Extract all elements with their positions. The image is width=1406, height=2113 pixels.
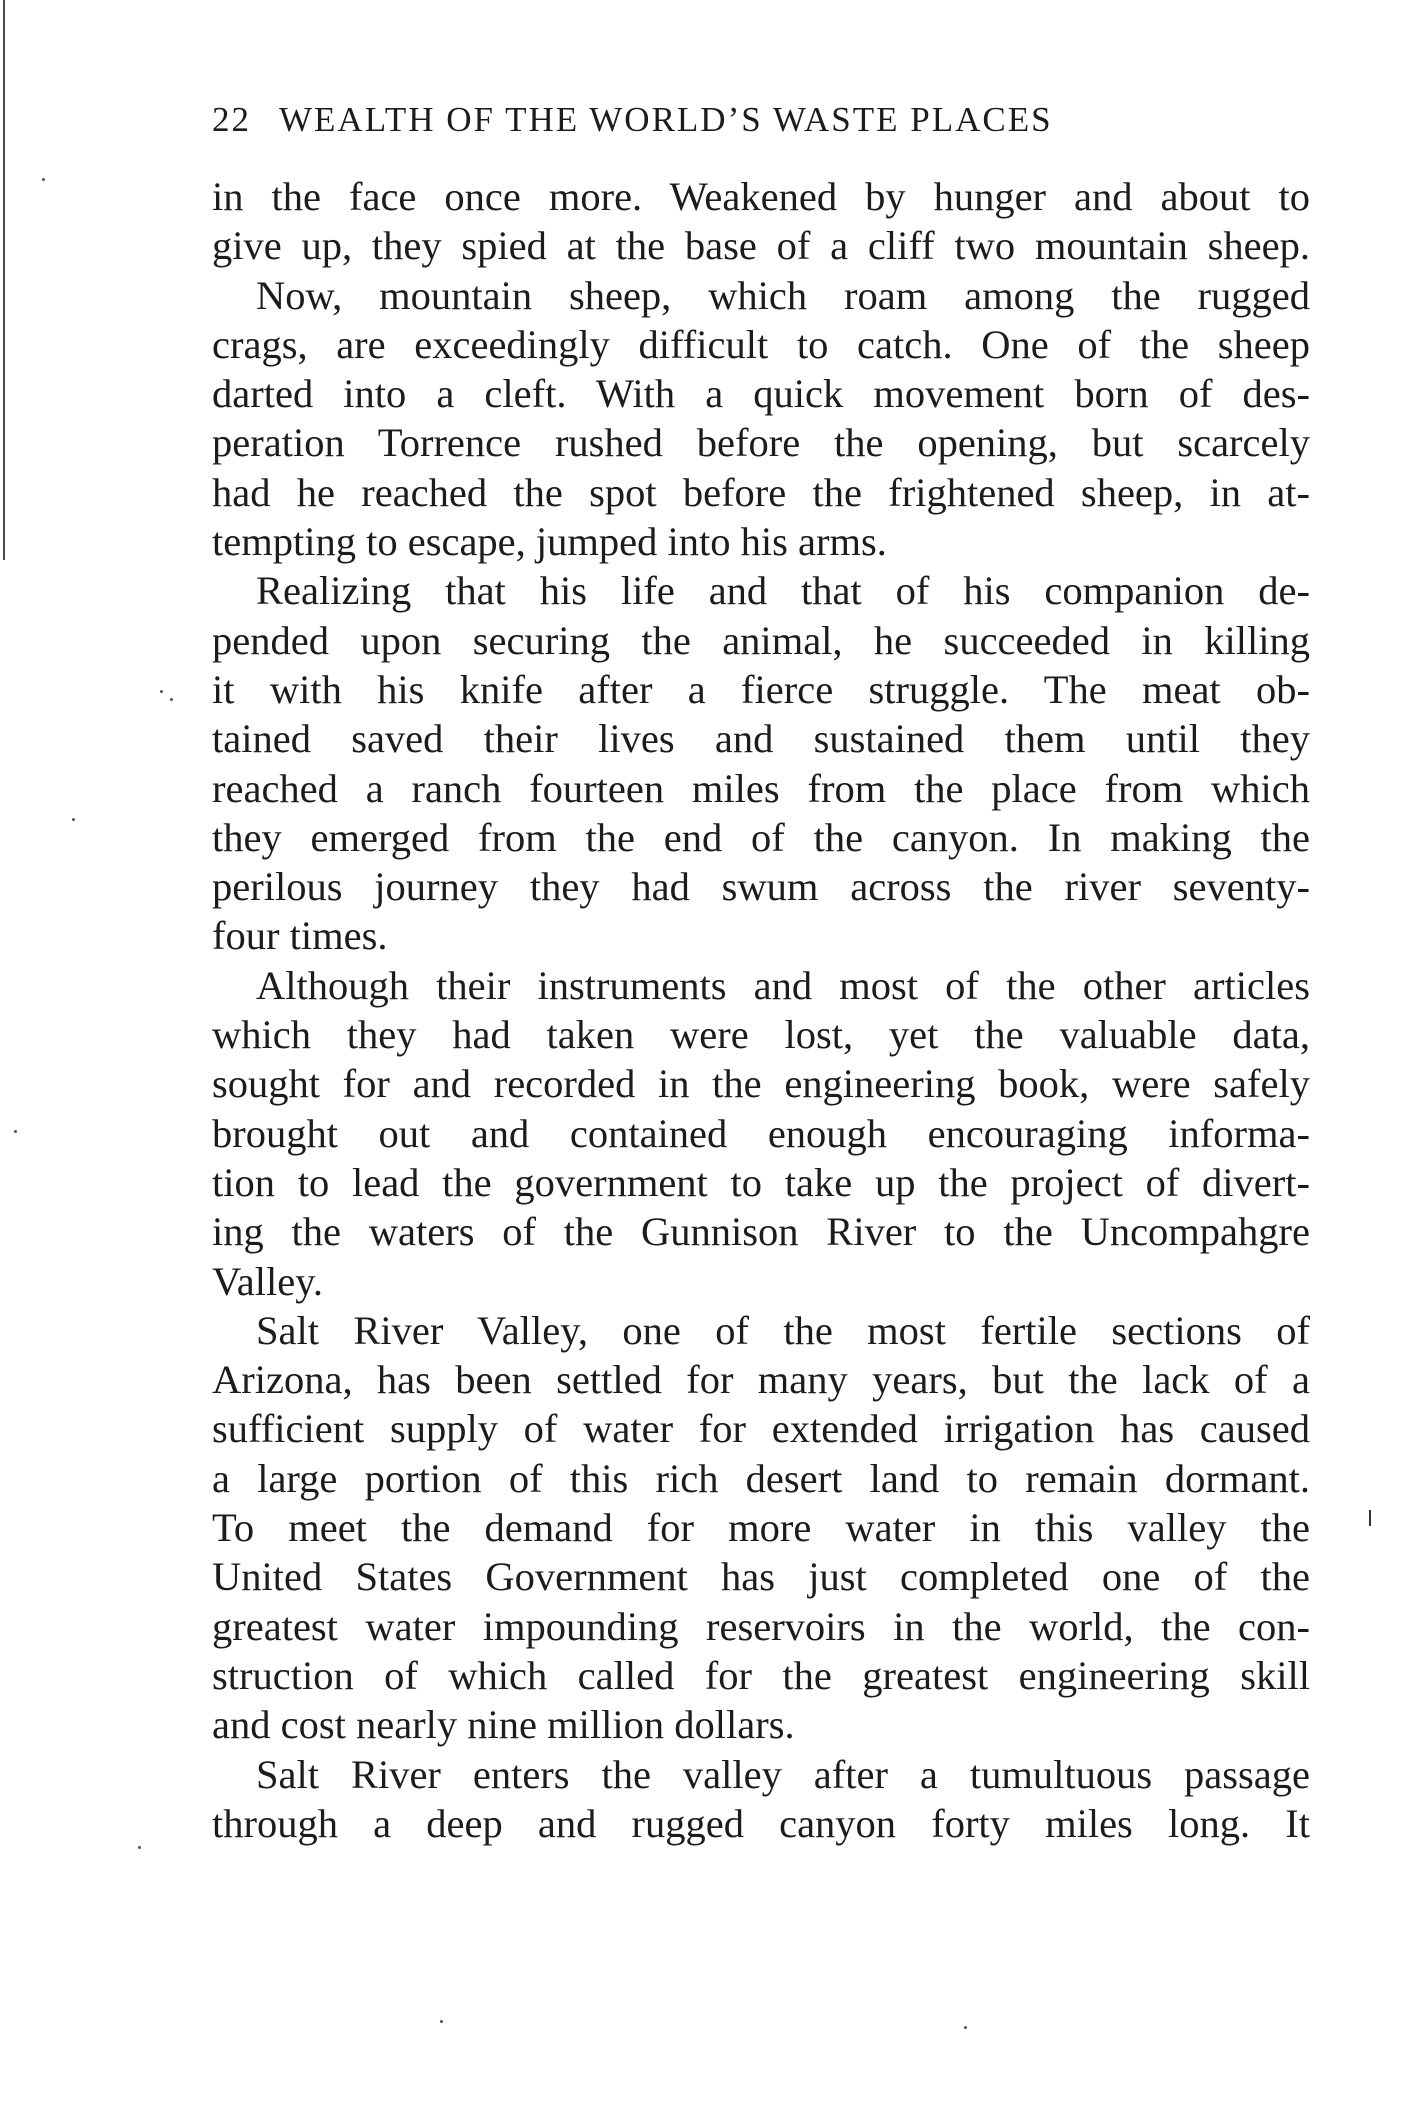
scan-speck (42, 178, 45, 181)
text-line: which they had taken were lost, yet the valuable data, (212, 1012, 1310, 1058)
text-line: it with his knife after a fierce struggle. The meat ob- (212, 666, 1310, 712)
scan-speck (14, 1130, 17, 1133)
text-line: four times. (212, 913, 388, 959)
text-line: reached a ranch fourteen miles from the place from which (212, 765, 1310, 811)
text-line: greatest water impounding reservoirs in the world, the con- (212, 1603, 1310, 1649)
paragraph-5 (212, 1306, 1310, 1750)
scan-speck (170, 698, 173, 701)
paragraph-4 (212, 961, 1310, 1306)
paragraph-1 (212, 172, 1310, 271)
scan-speck (964, 2026, 967, 2029)
paragraph-3 (212, 566, 1310, 960)
text-line: Arizona, has been settled for many years, but the lack of a (212, 1357, 1310, 1403)
binding-edge-line (3, 0, 5, 560)
page-number: 22 (212, 100, 251, 139)
text-line: Although their instruments and most of the other articles (256, 962, 1310, 1008)
text-line: give up, they spied at the base of a cliff two mountain sheep. (212, 223, 1310, 269)
text-line: a large portion of this rich desert land to remain dormant. (212, 1455, 1310, 1501)
text-line: darted into a cleft. With a quick movement born of des- (212, 371, 1310, 417)
scan-speck (72, 818, 75, 821)
text-line: Realizing that his life and that of his companion de- (256, 568, 1310, 614)
text-line: Valley. (212, 1258, 323, 1304)
body-text (212, 172, 1310, 1848)
text-line: they emerged from the end of the canyon. In making the (212, 814, 1310, 860)
text-line: tion to lead the government to take up the project of divert- (212, 1159, 1310, 1205)
text-line: crags, are exceedingly difficult to catch. One of the sheep (212, 321, 1310, 367)
text-line: sufficient supply of water for extended irrigation has caused (212, 1406, 1310, 1452)
text-line: United States Government has just completed one of the (212, 1554, 1310, 1600)
text-line: perilous journey they had swum across the river seventy- (212, 864, 1310, 910)
paragraph-6 (212, 1750, 1310, 1849)
scan-speck (138, 1846, 141, 1849)
running-header (212, 100, 1222, 140)
scan-speck (440, 2020, 443, 2023)
text-line: struction of which called for the greatest engineering skill (212, 1652, 1310, 1698)
text-line: brought out and contained enough encouraging informa- (212, 1110, 1310, 1156)
text-line: tempting to escape, jumped into his arms. (212, 519, 887, 565)
text-line: Salt River Valley, one of the most fertile sections of (256, 1307, 1310, 1353)
text-line: sought for and recorded in the engineering book, were safely (212, 1061, 1310, 1107)
text-line: in the face once more. Weakened by hunger and about to (212, 174, 1310, 219)
text-line: Salt River enters the valley after a tumultuous passage (256, 1751, 1310, 1797)
text-line: had he reached the spot before the frightened sheep, in at- (212, 469, 1310, 515)
scan-mark (1369, 1510, 1371, 1526)
text-line: peration Torrence rushed before the opening, but scarcely (212, 420, 1310, 466)
scan-speck (160, 690, 163, 693)
text-line: through a deep and rugged canyon forty miles long. It (212, 1800, 1310, 1846)
text-line: ing the waters of the Gunnison River to the Uncompahgre (212, 1209, 1310, 1255)
text-line: pended upon securing the animal, he succeeded in killing (212, 617, 1310, 663)
text-line: Now, mountain sheep, which roam among the rugged (256, 272, 1310, 318)
running-title: WEALTH OF THE WORLD’S WASTE PLACES (279, 100, 1053, 139)
text-line: tained saved their lives and sustained them until they (212, 716, 1310, 762)
text-line: and cost nearly nine million dollars. (212, 1702, 795, 1748)
paragraph-2 (212, 271, 1310, 567)
text-line: To meet the demand for more water in this valley the (212, 1505, 1310, 1551)
